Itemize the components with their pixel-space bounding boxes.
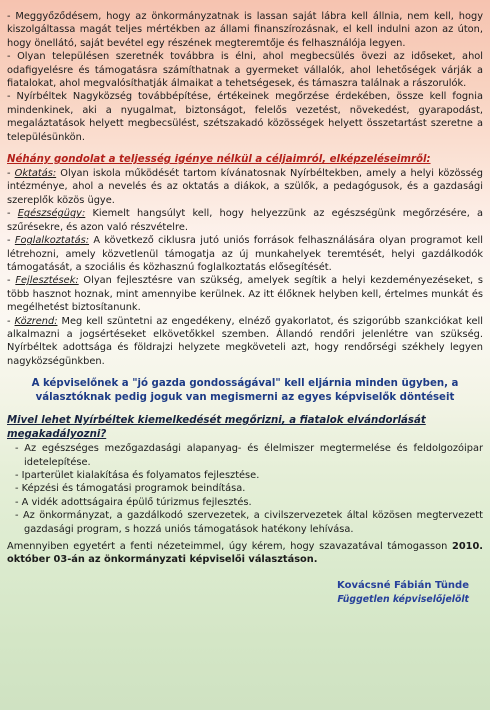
intro-paragraph-1: - Meggyőződésem, hogy az önkormányzatnak is lassan saját lábra kell állnia, nem kell, hogy kiszolgáltassa magát teljes mértékben az állami finanszírozásnak, el kell indulni azon az úton, hogy önellátó, saját bevétel egy részének megteremtője és felhasználója legyen.: [7, 11, 483, 49]
answers-list: [7, 442, 483, 536]
goal-term: Fejlesztések:: [15, 275, 79, 287]
question-heading: Mivel lehet Nyírbéltek kiemelkedését megőrizni, a fiatalok elvándorlását megakadályozni?: [7, 415, 426, 441]
goal-term: Oktatás:: [14, 168, 57, 180]
goal-health: - Egészségügy: Kiemelt hangsúlyt kell, hogy helyezzünk az egészségünk megőrzésére, a szűrésekre, és azon való részvételre.: [7, 208, 483, 233]
list-item: - Az egészséges mezőgazdasági alapanyag- és élelmiszer megtermelése és feldolgozóipar idetelepítése.: [15, 443, 483, 468]
goal-text: Meg kell szüntetni az engedékeny, elnéző gyakorlatot, és szigorúbb szankciókat kell alkalmazni a jogsértéseket elkövetőkkel szemben. Állandó rendőri jelenlétre van szükség. Nyírbéltek adottsága és földrajzi helyzete megköveteli azt, hogy rendőrségi székhely legyen nagyközségünkben.: [7, 315, 483, 367]
signature-role: Független képviselőjelölt: [337, 593, 469, 605]
closing-paragraph: [7, 540, 483, 567]
goal-education: - Oktatás: Olyan iskola működését tartom kívánatosnak Nyírbéltekben, amely a helyi közösség intézménye, ahol a nevelés és az oktatás a diákok, a szülők, a pedagógusok, és a gazdasági szereplők közös ügye.: [7, 168, 483, 206]
list-item: - Az önkormányzat, a gazdálkodó szervezetek, a civilszervezetek által közösen megtervezett gazdasági program, s hozzá uniós támogatások hatékony lehívása.: [15, 510, 483, 535]
list-item: - A vidék adottságaira épülő túrizmus fejlesztés.: [15, 496, 252, 508]
goal-text: Olyan fejlesztésre van szükség, amelyek segítik a helyi kezdeményezéseket, s több hasznot hoznak, mint amennyibe kerülnek. Az itt élőknek helyben kell, értelmes munkát és megélhetést biztosítanunk.: [7, 275, 484, 314]
list-item: - Iparterület kialakítása és folyamatos fejlesztése.: [15, 469, 260, 481]
intro-paragraph-3: - Nyírbéltek Nagyközség továbbépítése, értékeinek megőrzése érdekében, össze kell fognia mindenkinek, aki a nyugalmat, biztonságot, felelős vezetést, növekedést, gyarapodást, megaláztatások helyett megbecsülést, szétszakadó közösségek helyett összetartást szeretne a településünkön.: [7, 91, 483, 143]
goal-term: Egészségügy:: [17, 208, 86, 220]
signature-block: [7, 579, 483, 606]
goal-term: Közrend:: [14, 315, 58, 327]
goal-public-order: - Közrend: Meg kell szüntetni az engedékeny, elnéző gyakorlatot, és szigorúbb szankciókat kell alkalmazni a jogsértéseket elkövetőkkel szemben. Állandó rendőri jelenlétre van szükség. Nyírbéltek adottsága és földrajzi helyzete megköveteli azt, hogy rendőrségi székhely legyen nagyközségünkben.: [7, 315, 483, 367]
goal-employment: - Foglalkoztatás: A következő ciklusra jutó uniós források felhasználására olyan programot kell létrehozni, amely közvetlenül támogatja az új munkahelyek teremtését, helyi gazdálkodók támogatását, a szociális és közhasznú foglalkoztatás elősegítését.: [7, 235, 483, 273]
closing-text: Amennyiben egyetért a fenti nézeteimmel, úgy kérem, hogy szavazatával támogasson: [7, 541, 452, 552]
intro-paragraph-2: - Olyan településen szeretnék továbbra is élni, ahol megbecsülés övezi az időseket, ahol odafigyelésre és támogatásra számíthatnak a gyermeket vállalók, ahol lehetőségek várják a fiatalokat, ahol megvalósíthatják álmaikat a tehetségesek, és támaszra találnak a rászorulók.: [7, 51, 483, 90]
goal-text: Kiemelt hangsúlyt kell, hogy helyezzünk az egészségünk megőrzésére, a szűrésekre, és azon való részvételre.: [7, 208, 483, 233]
goal-term: Foglalkoztatás:: [14, 235, 90, 247]
goal-text: Olyan iskola működését tartom kívánatosnak Nyírbéltekben, amely a helyi közösség intézménye, ahol a nevelés és az oktatás a diákok, a szülők, a pedagógusok, és a gazdasági szereplők közös ügye.: [7, 168, 483, 206]
signature-name: Kovácsné Fábián Tünde: [337, 579, 469, 591]
goal-development: - Fejlesztések: Olyan fejlesztésre van szükség, amelyek segítik a helyi kezdeményezéseket, s több hasznot hoznak, mint amennyibe kerülnek. Az itt élőknek helyben kell, értelmes munkát és megélhetést biztosítanunk.: [7, 275, 484, 314]
intro-section: [7, 10, 483, 144]
closing-highlight: 2010. október 03-án az önkormányzati képviselői választáson.: [7, 541, 483, 566]
list-item: - Képzési és támogatási programok beindítása.: [15, 483, 246, 495]
callout-statement: A képviselőnek a "jó gazda gondosságával" kell eljárnia minden ügyben, a választóknak pedig joguk van megismerni az egyes képviselők döntéseit: [31, 378, 459, 404]
goals-heading: Néhány gondolat a teljesség igénye nélkül a céljaimról, elképzeléseimről:: [7, 154, 431, 166]
goal-text: A következő ciklusra jutó uniós források felhasználására olyan programot kell létrehozni, amely közvetlenül támogatja az új munkahelyek teremtését, helyi gazdálkodók támogatását, a szociális és közhasznú foglalkoztatás elősegítését.: [7, 235, 483, 273]
goals-section: [7, 167, 483, 368]
